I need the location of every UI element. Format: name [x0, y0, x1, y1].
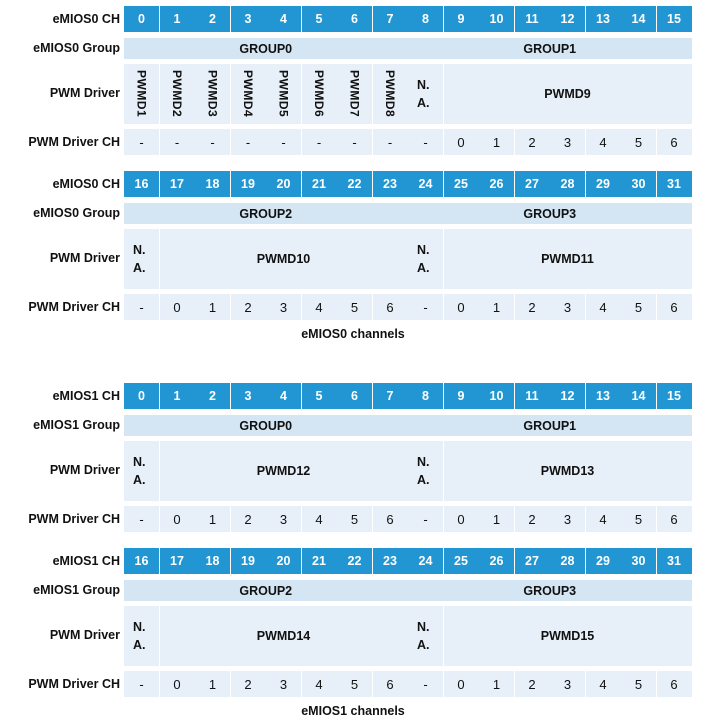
- channel-header-cell: 7: [373, 6, 408, 32]
- channel-header-cell: 16: [124, 548, 159, 574]
- channel-header-cell: 1: [160, 383, 195, 409]
- channel-header-cell: 7: [373, 383, 408, 409]
- channel-header-cell: 24: [408, 171, 443, 197]
- driver-cell: [337, 64, 372, 124]
- channel-header-cell: 23: [373, 171, 408, 197]
- na-label: N. A.: [133, 620, 146, 652]
- driver-channel-cell: 3: [550, 129, 585, 155]
- driver-channel-cell: 2: [515, 129, 550, 155]
- group-row-label: eMIOS1 Group: [33, 583, 120, 597]
- driver-channel-cell: 5: [621, 506, 656, 532]
- channel-header-cell: 30: [621, 171, 656, 197]
- driver-cell: [373, 64, 408, 124]
- driver-channel-cell: 6: [657, 671, 692, 697]
- channel-header-cell: 31: [657, 548, 692, 574]
- channel-row-label: eMIOS1 CH: [52, 554, 120, 568]
- driver-row-label: PWM Driver: [49, 463, 120, 477]
- driver-channel-cell: -: [408, 129, 443, 155]
- channel-header-cell: 27: [515, 171, 550, 197]
- driver-na-cell: [124, 229, 159, 289]
- na-label: N. A.: [417, 78, 430, 110]
- driver-channel-cell: 5: [621, 671, 656, 697]
- mapping-table: [0, 548, 706, 718]
- driver-cell: PWMD10: [160, 229, 408, 289]
- driver-cell: [195, 64, 230, 124]
- driver-channel-cell: -: [266, 129, 301, 155]
- driver-na-cell: [408, 606, 443, 666]
- group-row-label: eMIOS0 Group: [33, 206, 120, 220]
- channel-header-cell: 13: [586, 6, 621, 32]
- group-cell: GROUP3: [408, 580, 692, 601]
- channel-header-cell: 11: [515, 6, 550, 32]
- driver-channel-cell: 6: [657, 129, 692, 155]
- channel-header-cell: 29: [586, 548, 621, 574]
- channel-header-cell: 26: [479, 171, 514, 197]
- channel-header-cell: 22: [337, 548, 372, 574]
- driver-na-cell: [408, 441, 443, 501]
- channel-header-cell: 5: [302, 383, 337, 409]
- driver-cell: PWMD11: [444, 229, 692, 289]
- driver-channel-cell: 1: [479, 129, 514, 155]
- channel-header-cell: 3: [231, 6, 266, 32]
- driver-ch-row-label: PWM Driver CH: [28, 677, 120, 691]
- driver-channel-cell: 5: [337, 671, 372, 697]
- driver-channel-cell: -: [231, 129, 266, 155]
- driver-channel-cell: -: [124, 294, 159, 320]
- driver-channel-cell: 6: [373, 506, 408, 532]
- group-cell: GROUP2: [124, 580, 408, 601]
- driver-channel-cell: 5: [621, 129, 656, 155]
- driver-channel-cell: 2: [231, 506, 266, 532]
- channel-header-cell: 17: [160, 171, 195, 197]
- channel-header-cell: 24: [408, 548, 443, 574]
- driver-channel-cell: 1: [195, 294, 230, 320]
- driver-channel-cell: 5: [621, 294, 656, 320]
- channel-header-cell: 5: [302, 6, 337, 32]
- na-label: N. A.: [417, 243, 430, 275]
- driver-channel-cell: 2: [515, 671, 550, 697]
- channel-header-cell: 25: [444, 548, 479, 574]
- group-cell: GROUP0: [124, 38, 408, 59]
- channel-header-cell: 8: [408, 383, 443, 409]
- channel-header-cell: 11: [515, 383, 550, 409]
- driver-label-vertical: PWMD3: [205, 70, 220, 118]
- channel-header-cell: 10: [479, 6, 514, 32]
- driver-channel-cell: 0: [444, 294, 479, 320]
- driver-channel-cell: 5: [337, 294, 372, 320]
- driver-channel-cell: 6: [373, 671, 408, 697]
- driver-channel-cell: 6: [373, 294, 408, 320]
- driver-channel-cell: -: [337, 129, 372, 155]
- driver-channel-cell: 1: [479, 506, 514, 532]
- driver-ch-row-label: PWM Driver CH: [28, 512, 120, 526]
- channel-row-label: eMIOS0 CH: [52, 177, 120, 191]
- driver-cell: [302, 64, 337, 124]
- driver-na-cell: [124, 606, 159, 666]
- driver-row-label: PWM Driver: [49, 86, 120, 100]
- driver-label-vertical: PWMD2: [170, 70, 184, 118]
- channel-header-cell: 8: [408, 6, 443, 32]
- channel-header-cell: 6: [337, 383, 372, 409]
- driver-channel-cell: 0: [444, 671, 479, 697]
- driver-channel-cell: 2: [515, 506, 550, 532]
- driver-channel-cell: 2: [515, 294, 550, 320]
- channel-header-cell: 18: [195, 171, 230, 197]
- driver-cell: [160, 64, 195, 124]
- driver-cell: PWMD9: [444, 64, 692, 124]
- channel-header-cell: 6: [337, 6, 372, 32]
- na-label: N. A.: [417, 620, 430, 652]
- driver-channel-cell: 1: [479, 294, 514, 320]
- driver-label-vertical: PWMD6: [312, 70, 326, 118]
- driver-channel-cell: 3: [550, 294, 585, 320]
- channel-row-label: eMIOS0 CH: [52, 12, 120, 26]
- channel-header-cell: 29: [586, 171, 621, 197]
- driver-cell: [231, 64, 266, 124]
- mapping-table: [0, 6, 706, 156]
- channel-header-cell: 12: [550, 6, 585, 32]
- driver-channel-cell: -: [408, 671, 443, 697]
- channel-header-cell: 25: [444, 171, 479, 197]
- driver-cell: [266, 64, 301, 124]
- driver-channel-cell: 4: [586, 129, 621, 155]
- channel-header-cell: 31: [657, 171, 692, 197]
- driver-channel-cell: -: [408, 506, 443, 532]
- driver-na-cell: [408, 64, 443, 124]
- driver-channel-cell: -: [160, 129, 195, 155]
- channel-header-cell: 15: [657, 383, 692, 409]
- channel-header-cell: 27: [515, 548, 550, 574]
- driver-na-cell: [408, 229, 443, 289]
- channel-header-cell: 15: [657, 6, 692, 32]
- channel-header-cell: 1: [160, 6, 195, 32]
- driver-channel-cell: 1: [195, 671, 230, 697]
- group-cell: GROUP0: [124, 415, 408, 436]
- driver-label-vertical: PWMD4: [241, 70, 255, 118]
- driver-channel-cell: 3: [550, 671, 585, 697]
- channel-header-cell: 13: [586, 383, 621, 409]
- driver-channel-cell: -: [124, 671, 159, 697]
- driver-ch-row-label: PWM Driver CH: [28, 135, 120, 149]
- driver-channel-cell: 6: [657, 294, 692, 320]
- driver-channel-cell: 3: [550, 506, 585, 532]
- driver-channel-cell: 4: [302, 294, 337, 320]
- driver-channel-cell: 3: [266, 294, 301, 320]
- driver-channel-cell: 3: [266, 506, 301, 532]
- na-label: N. A.: [417, 455, 430, 487]
- channel-header-cell: 19: [231, 548, 266, 574]
- driver-channel-cell: 1: [479, 671, 514, 697]
- driver-channel-cell: 2: [231, 671, 266, 697]
- driver-label-vertical: PWMD1: [134, 70, 149, 118]
- group-cell: GROUP1: [408, 415, 692, 436]
- driver-label-vertical: PWMD5: [276, 70, 291, 118]
- channel-header-cell: 10: [479, 383, 514, 409]
- channel-header-cell: 23: [373, 548, 408, 574]
- driver-channel-cell: 6: [657, 506, 692, 532]
- driver-channel-cell: 4: [586, 671, 621, 697]
- channel-header-cell: 21: [302, 171, 337, 197]
- channel-header-cell: 16: [124, 171, 159, 197]
- group-cell: GROUP2: [124, 203, 408, 224]
- channel-header-cell: 30: [621, 548, 656, 574]
- channel-header-cell: 0: [124, 6, 159, 32]
- group-row-label: eMIOS1 Group: [33, 418, 120, 432]
- driver-channel-cell: 4: [586, 294, 621, 320]
- driver-channel-cell: 4: [586, 506, 621, 532]
- driver-row-label: PWM Driver: [49, 251, 120, 265]
- group-row-label: eMIOS0 Group: [33, 41, 120, 55]
- group-cell: GROUP1: [408, 38, 692, 59]
- channel-header-cell: 4: [266, 6, 301, 32]
- driver-channel-cell: 0: [444, 506, 479, 532]
- driver-channel-cell: 2: [231, 294, 266, 320]
- driver-label-vertical: PWMD7: [347, 70, 362, 118]
- driver-channel-cell: -: [302, 129, 337, 155]
- channel-header-cell: 28: [550, 548, 585, 574]
- channel-header-cell: 20: [266, 548, 301, 574]
- driver-channel-cell: -: [195, 129, 230, 155]
- driver-channel-cell: 3: [266, 671, 301, 697]
- driver-cell: [124, 64, 159, 124]
- mapping-table: [0, 171, 706, 341]
- channel-header-cell: 22: [337, 171, 372, 197]
- channel-header-cell: 4: [266, 383, 301, 409]
- na-label: N. A.: [133, 455, 146, 487]
- driver-channel-cell: -: [124, 506, 159, 532]
- driver-channel-cell: 1: [195, 506, 230, 532]
- driver-channel-cell: 5: [337, 506, 372, 532]
- channel-header-cell: 9: [444, 6, 479, 32]
- driver-ch-row-label: PWM Driver CH: [28, 300, 120, 314]
- driver-channel-cell: 4: [302, 671, 337, 697]
- driver-channel-cell: 0: [160, 506, 195, 532]
- channel-header-cell: 2: [195, 383, 230, 409]
- na-label: N. A.: [133, 243, 146, 275]
- channel-header-cell: 19: [231, 171, 266, 197]
- figure-caption: eMIOS0 channels: [301, 327, 405, 341]
- channel-header-cell: 14: [621, 6, 656, 32]
- driver-cell: PWMD15: [444, 606, 692, 666]
- driver-label-vertical: PWMD8: [383, 70, 397, 118]
- channel-header-cell: 0: [124, 383, 159, 409]
- driver-na-cell: [124, 441, 159, 501]
- driver-channel-cell: 0: [160, 294, 195, 320]
- channel-row-label: eMIOS1 CH: [52, 389, 120, 403]
- channel-header-cell: 26: [479, 548, 514, 574]
- driver-cell: PWMD14: [160, 606, 408, 666]
- driver-cell: PWMD12: [160, 441, 408, 501]
- driver-channel-cell: 4: [302, 506, 337, 532]
- channel-header-cell: 2: [195, 6, 230, 32]
- channel-header-cell: 17: [160, 548, 195, 574]
- figure-caption: eMIOS1 channels: [301, 704, 405, 718]
- group-cell: GROUP3: [408, 203, 692, 224]
- driver-cell: PWMD13: [444, 441, 692, 501]
- driver-row-label: PWM Driver: [49, 628, 120, 642]
- driver-channel-cell: -: [373, 129, 408, 155]
- driver-channel-cell: 0: [444, 129, 479, 155]
- channel-header-cell: 21: [302, 548, 337, 574]
- mapping-table: [0, 383, 706, 533]
- channel-header-cell: 18: [195, 548, 230, 574]
- driver-channel-cell: -: [408, 294, 443, 320]
- channel-header-cell: 20: [266, 171, 301, 197]
- channel-header-cell: 9: [444, 383, 479, 409]
- channel-header-cell: 12: [550, 383, 585, 409]
- channel-header-cell: 28: [550, 171, 585, 197]
- channel-header-cell: 14: [621, 383, 656, 409]
- channel-header-cell: 3: [231, 383, 266, 409]
- driver-channel-cell: 0: [160, 671, 195, 697]
- driver-channel-cell: -: [124, 129, 159, 155]
